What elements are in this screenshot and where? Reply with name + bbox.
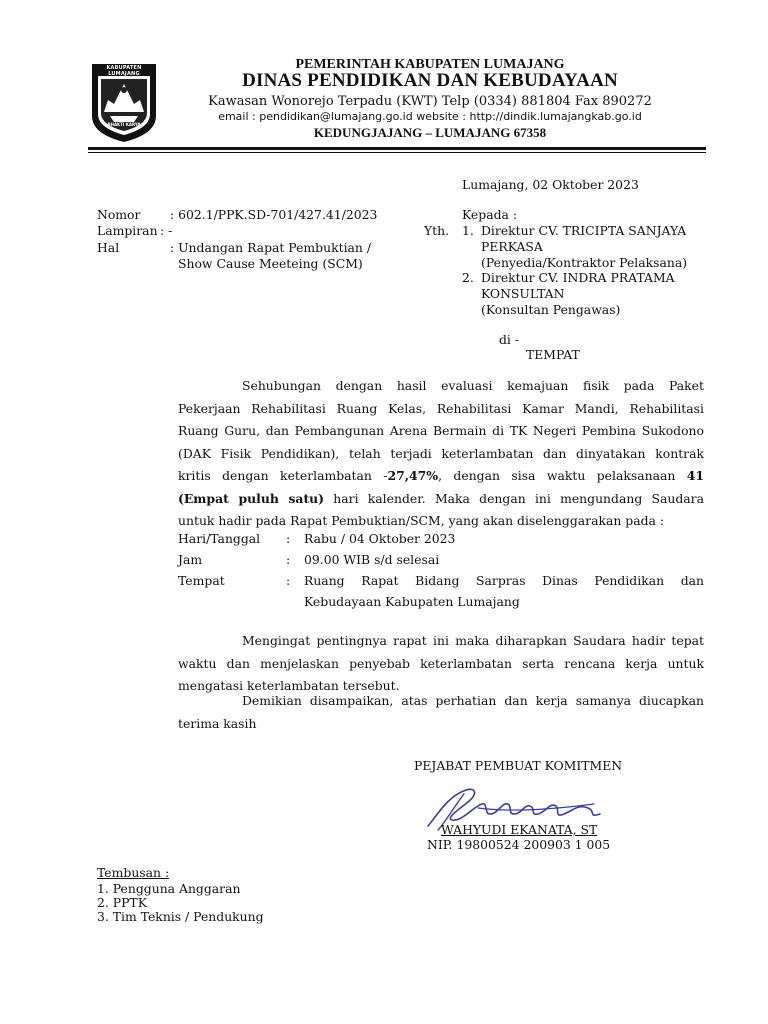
lampiran-label: Lampiran	[97, 223, 158, 238]
schedule-place-colon: :	[286, 573, 291, 588]
remaining-days-words: (Empat puluh satu)	[178, 490, 325, 506]
schedule-day-value: Rabu / 04 Oktober 2023	[304, 531, 456, 546]
schedule-time-colon: :	[286, 552, 291, 567]
nomor-label: Nomor	[97, 207, 141, 222]
department-address: Kawasan Wonorejo Terpadu (KWT) Telp (0334) 881804 Fax 890272	[208, 94, 652, 109]
cc-item: 3. Tim Teknis / Pendukung	[97, 909, 264, 924]
logo-text-bottom: BHAKTI KARYA	[107, 122, 141, 127]
schedule-time-label: Jam	[178, 552, 203, 567]
remaining-time-text: , dengan sisa waktu pelaksanaan	[438, 468, 687, 483]
kepada-label: Kepada :	[462, 207, 518, 222]
schedule-place-value-line1	[304, 572, 704, 590]
header-rule-thick	[88, 147, 706, 150]
signatory-nip: NIP. 19800524 200903 1 005	[427, 837, 611, 852]
signatory-name: WAHYUDI EKANATA, ST	[441, 822, 598, 837]
paragraph1-line7: untuk hadir pada Rapat Pembuktian/SCM, yang akan diselenggarakan pada :	[178, 513, 665, 528]
paragraph2-line2: waktu dan menjelaskan penyebab keterlambatan serta rencana kerja untuk	[178, 655, 704, 671]
paragraph1-line4: (DAK Fisik Pendidikan), telah terjadi keterlambatan dan dinyatakan kontrak	[178, 445, 704, 461]
hal-value-line2: Show Cause Meeteing (SCM)	[178, 256, 363, 271]
remaining-days-number: 41	[686, 468, 704, 483]
paragraph3-line2: terima kasih	[178, 715, 257, 731]
recipient-1-line1: Direktur CV. TRICIPTA SANJAYA	[481, 223, 687, 238]
yth-label: Yth.	[424, 223, 450, 238]
paragraph1-line3: Ruang Guru, dan Pembangunan Arena Bermain di TK Negeri Pembina Sukodono	[178, 423, 704, 438]
cc-item: 1. Pengguna Anggaran	[97, 881, 241, 896]
regency-logo	[88, 60, 160, 144]
paragraph2-line3: mengatasi keterlambatan tersebut.	[178, 678, 400, 693]
place-line1-text: Ruang Rapat Bidang Sarpras Dinas Pendidikan dan	[304, 573, 704, 588]
schedule-day-label: Hari/Tanggal	[178, 531, 261, 546]
paragraph1-line5	[178, 465, 704, 488]
cc-title: Tembusan :	[97, 865, 170, 880]
paragraph1-line1: Sehubungan dengan hasil evaluasi kemajuan fisik pada Paket	[242, 378, 704, 393]
di-label: di -	[499, 332, 520, 347]
recipient-1-line3: (Penyedia/Kontraktor Pelaksana)	[481, 255, 688, 270]
schedule-day-colon: :	[286, 531, 291, 546]
city-zip: KEDUNGJAJANG – LUMAJANG 67358	[313, 125, 547, 140]
delay-percentage: 27,47%	[387, 468, 439, 483]
recipient-1-line2: PERKASA	[481, 239, 543, 254]
recipient-2-line2: KONSULTAN	[481, 286, 565, 301]
paragraph3-line1: Demikian disampaikan, atas perhatian dan kerja samanya diucapkan	[242, 693, 704, 708]
paragraph1-line6	[178, 488, 704, 511]
recipient-2-line1: Direktur CV. INDRA PRATAMA	[481, 270, 675, 285]
schedule-time-value: 09.00 WIB s/d selesai	[304, 552, 440, 567]
recipient-2-number: 2.	[462, 270, 474, 285]
lampiran-value: : -	[160, 223, 173, 238]
calendar-days-text: hari kalender. Maka dengan ini mengundang Saudara	[324, 490, 704, 506]
tempat-recipient: TEMPAT	[526, 347, 580, 362]
cc-item: 2. PPTK	[97, 895, 147, 910]
paragraph2-line1: Mengingat pentingnya rapat ini maka diharapkan Saudara hadir tepat	[242, 633, 704, 648]
delay-text: kritis dengan keterlambatan -	[178, 468, 388, 483]
header-rule-thin	[88, 152, 706, 153]
nomor-value: : 602.1/PPK.SD-701/427.41/2023	[170, 207, 378, 222]
recipient-2-line3: (Konsultan Pengawas)	[481, 302, 621, 317]
paragraph1-line2: Pekerjaan Rehabilitasi Ruang Kelas, Rehabilitasi Kamar Mandi, Rehabilitasi	[178, 400, 704, 416]
department-name: DINAS PENDIDIKAN DAN KEBUDAYAAN	[242, 70, 618, 91]
schedule-place-value-line2: Kebudayaan Kabupaten Lumajang	[304, 594, 520, 609]
letter-date: Lumajang, 02 Oktober 2023	[462, 177, 639, 192]
signatory-title: PEJABAT PEMBUAT KOMITMEN	[414, 758, 623, 773]
logo-text-top: KABUPATEN LUMAJANG	[106, 65, 142, 77]
hal-label: Hal	[97, 240, 120, 255]
department-contact: email : pendidikan@lumajang.go.id website : http://dindik.lumajangkab.go.id	[218, 110, 642, 123]
hal-value-line1: : Undangan Rapat Pembuktian /	[170, 240, 372, 255]
recipient-1-number: 1.	[462, 223, 474, 238]
paragraph-request	[178, 630, 704, 698]
paragraph-closing	[178, 690, 704, 735]
paragraph-invitation	[178, 375, 704, 533]
government-name: PEMERINTAH KABUPATEN LUMAJANG	[295, 57, 565, 72]
schedule-place-label: Tempat	[178, 573, 225, 588]
